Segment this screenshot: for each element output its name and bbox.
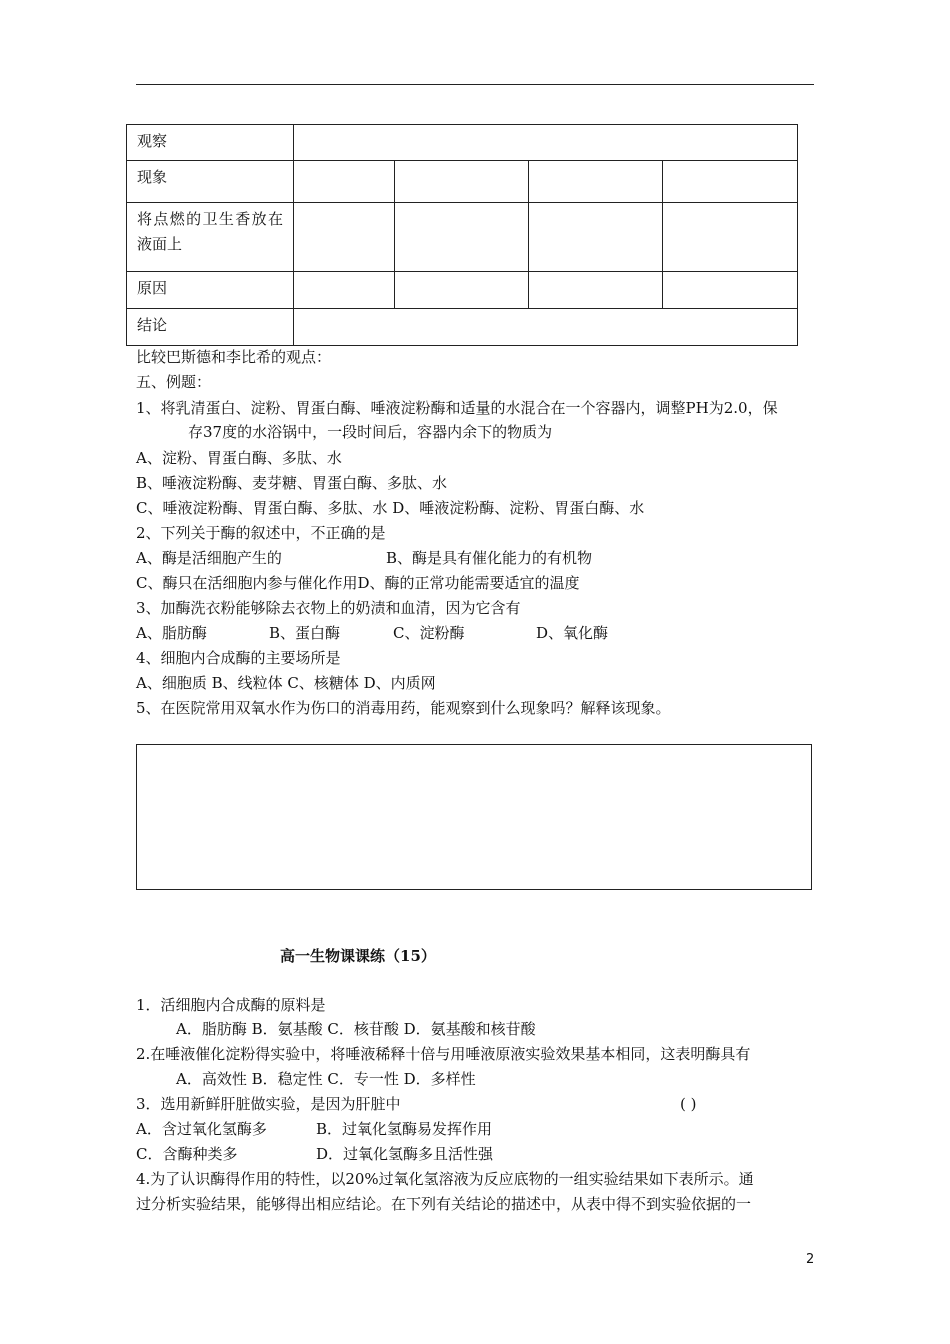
- question-1-option-cd: C、唾液淀粉酶、胃蛋白酶、多肽、水 D、唾液淀粉酶、淀粉、胃蛋白酶、水: [136, 499, 645, 517]
- experiment-table: [126, 124, 798, 346]
- table-row: [127, 161, 798, 203]
- answer-box: [136, 744, 812, 890]
- compare-prompt: 比较巴斯德和李比希的观点：: [136, 348, 332, 366]
- table-row: [127, 309, 798, 346]
- practice-title: 高一生物课课练（15）: [280, 947, 436, 965]
- table-row: [127, 125, 798, 161]
- practice-q3-options-cd: [136, 1144, 493, 1164]
- header-rule: [136, 84, 814, 85]
- table-row-label: 观察: [127, 125, 294, 161]
- question-4-stem: 4、细胞内合成酶的主要场所是: [136, 649, 341, 667]
- question-2-option-b: B、酶是具有催化能力的有机物: [386, 549, 593, 567]
- table-row-label: 现象: [127, 161, 294, 203]
- practice-q3-option-d: D．过氧化氢酶多且活性强: [316, 1145, 494, 1163]
- question-1-stem: 1、将乳清蛋白、淀粉、胃蛋白酶、唾液淀粉酶和适量的水混合在一个容器内，调整PH为2.0，保: [136, 399, 778, 417]
- practice-q1-stem: 1．活细胞内合成酶的原料是: [136, 996, 326, 1014]
- question-2-option-a: A、酶是活细胞产生的: [136, 549, 282, 567]
- table-row-label: 原因: [127, 272, 294, 309]
- table-cell: [294, 125, 798, 161]
- table-cell: [294, 203, 395, 272]
- question-3-options: [136, 623, 608, 643]
- question-3-option-a: A、脂肪酶: [136, 624, 207, 642]
- table-row: [127, 272, 798, 309]
- question-1-option-a: A、淀粉、胃蛋白酶、多肽、水: [136, 449, 342, 467]
- question-1-option-b: B、唾液淀粉酶、麦芽糖、胃蛋白酶、多肽、水: [136, 474, 448, 492]
- answer-parentheses: ( ): [680, 1095, 697, 1113]
- practice-q4-stem: 4.为了认识酶得作用的特性，以20%过氧化氢溶液为反应底物的一组实验结果如下表所示。通: [136, 1170, 754, 1188]
- table-cell: [294, 272, 395, 309]
- table-cell: [294, 161, 395, 203]
- question-2-option-c: C、酶只在活细胞内参与催化作用: [136, 574, 358, 592]
- question-3-option-c: C、淀粉酶: [393, 624, 465, 642]
- page-number: 2: [806, 1252, 815, 1267]
- practice-q2-stem: 2.在唾液催化淀粉得实验中，将唾液稀释十倍与用唾液原液实验效果基本相同，这表明酶具有: [136, 1045, 751, 1063]
- table-row-label: 将点燃的卫生香放在液面上: [127, 203, 294, 272]
- table-cell: [663, 161, 798, 203]
- table-row: [127, 203, 798, 272]
- question-1-stem-cont: 存37度的水浴锅中，一段时间后，容器内余下的物质为: [188, 423, 553, 441]
- table-cell: [395, 203, 529, 272]
- practice-q2-options: A．高效性 B．稳定性 C．专一性 D．多样性: [176, 1070, 476, 1088]
- table-cell: [663, 272, 798, 309]
- practice-q3-stem: 3．选用新鲜肝脏做实验，是因为肝脏中: [136, 1095, 401, 1113]
- question-2-stem: 2、下列关于酶的叙述中，不正确的是: [136, 524, 386, 542]
- section-heading: 五、例题：: [136, 373, 212, 391]
- practice-q3-option-b: B．过氧化氢酶易发挥作用: [316, 1120, 493, 1138]
- practice-q1-options: A．脂肪酶 B．氨基酸 C．核苷酸 D．氨基酸和核苷酸: [176, 1020, 536, 1038]
- table-row-label: 结论: [127, 309, 294, 346]
- table-cell: [529, 203, 663, 272]
- practice-q3-option-a: A．含过氧化氢酶多: [136, 1120, 267, 1138]
- question-2-options-cd: [136, 573, 580, 593]
- question-3-option-d: D、氧化酶: [536, 624, 609, 642]
- table-cell: [395, 272, 529, 309]
- question-3-stem: 3、加酶洗衣粉能够除去衣物上的奶渍和血清，因为它含有: [136, 599, 521, 617]
- question-5-stem: 5、在医院常用双氧水作为伤口的消毒用药，能观察到什么现象吗？解释该现象。: [136, 699, 671, 717]
- table-cell: [529, 272, 663, 309]
- question-2-options-ab: [136, 548, 592, 568]
- question-4-options: A、细胞质 B、线粒体 C、核糖体 D、内质网: [136, 674, 436, 692]
- question-2-option-d: D、酶的正常功能需要适宜的温度: [357, 574, 580, 592]
- practice-q4-stem-cont: 过分析实验结果，能够得出相应结论。在下列有关结论的描述中，从表中得不到实验依据的一: [136, 1195, 752, 1213]
- table-cell: [294, 309, 798, 346]
- question-3-option-b: B、蛋白酶: [269, 624, 341, 642]
- practice-q3-option-c: C．含酶种类多: [136, 1145, 238, 1163]
- practice-q3-options-ab: [136, 1119, 492, 1139]
- table-cell: [663, 203, 798, 272]
- table-cell: [529, 161, 663, 203]
- table-cell: [395, 161, 529, 203]
